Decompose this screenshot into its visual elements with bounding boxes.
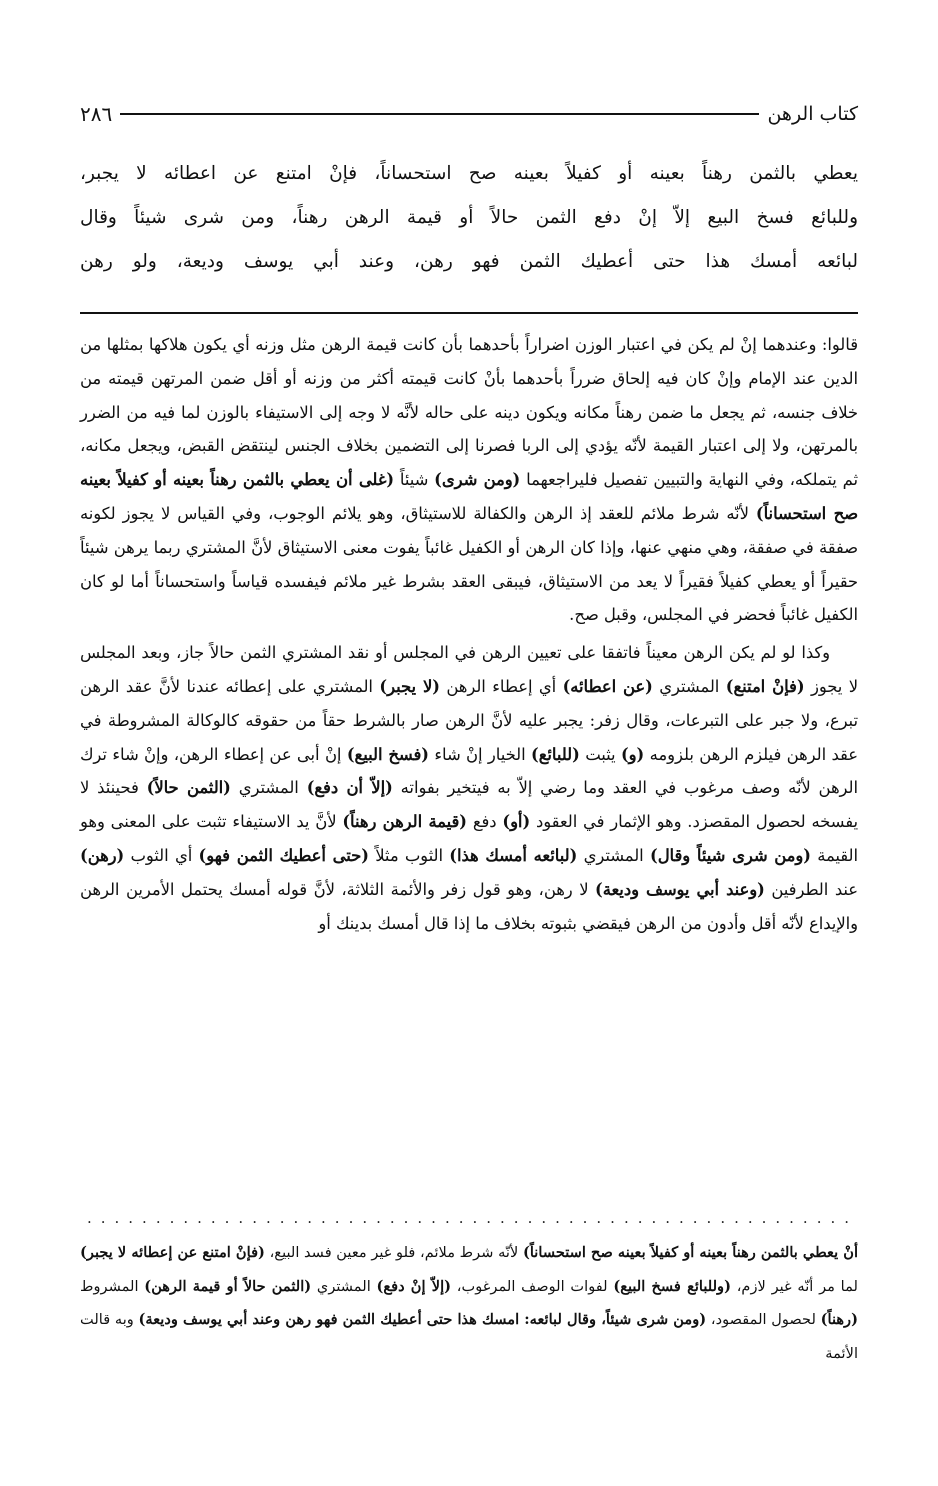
main-text-line: لبائعه أمسك هذا حتى أعطيك الثمن فهو رهن، وعند أبي يوسف وديعة، ولو رهن <box>80 251 858 272</box>
dotted-divider: ........................................................ <box>86 1209 858 1227</box>
text-run: أي إعطاء الرهن <box>439 676 563 696</box>
text-run: قالوا: وعندهما إنْ لم يكن في اعتبار الوزن اضراراً بأحدهما بأن كانت قيمة الرهن مثل وزنه أي يكون هلاكها بمثلها من الدين عند الإمام وإنْ كان فيه إلحاق ضرراً بأحدهما بأنْ كانت قيمته أكثر من وزنه أو أقل ضمن المرتهن قيمته من خلاف جنسه، ثم يجعل ما ضمن رهناً مكانه ويكون دينه على حاله لأنَّه لا وجه إلى الاستيفاء بالوزن لما فيه من الضرر بالمرتهن، ولا إلى اعتبار القيمة لأنّه يؤدي إلى الربا فصرنا إلى التضمين بخلاف الجنس لينتقض القبض، ويجعل مكانه، ثم يتملكه، وفي النهاية والتبيين تفصيل فليراجعهما <box>80 335 859 490</box>
main-text-separator <box>80 312 858 314</box>
secondary-commentary <box>80 1236 858 1370</box>
text-run: لحصول المقصود، <box>706 1311 821 1328</box>
text-run: الثوب مثلاً <box>368 845 450 865</box>
main-text-line: وللبائع فسخ البيع إلاّ إنْ دفع الثمن حالاً أو قيمة الرهن رهناً، ومن شرى شيئاً وقال <box>80 207 858 228</box>
bold-quote: (لا يجبر) <box>379 676 440 696</box>
bold-quote: (إلاّ إنْ دفع) <box>376 1277 452 1295</box>
bold-quote: (لبائعه أمسك هذا) <box>449 845 578 865</box>
bold-quote: أنْ يعطي بالثمن رهناً بعينه أو كفيلاً بعينه صح استحساناً) <box>522 1244 858 1261</box>
commentary <box>80 328 858 940</box>
text-run: أي الثوب <box>124 845 199 865</box>
bold-quote: (ومن شرى) <box>434 470 521 490</box>
text-run: لأنّه شرط ملائم، فلو غير معين فسد البيع، <box>264 1244 523 1261</box>
book-title: كتاب الرهن <box>767 103 858 125</box>
text-run: لفوات الوصف المرغوب، <box>451 1277 614 1295</box>
text-run: لأنّه شرط ملائم للعقد إذ الرهن والكفالة للاستيثاق، وهو يلائم الوجوب، وفي القياس لا يجوز لكونه صفقة في صفقة، وهي منهي عنها، وإذا كان الرهن أو الكفيل غائباً يفوت معنى الاستيثاق لأنَّ المشتري ربما يرهن شيئاً حقيراً أو يعطي كفيلاً فقيراً لا يعد من الاستيثاق، فيبقى العقد بشرط غير ملائم فيفسده قياساً واستحساناً أما لو كان الكفيل غائباً فحضر في المجلس، وقبل صح. <box>80 503 858 625</box>
text-run: المشتري <box>311 1277 377 1295</box>
bold-quote: (غلى أن يعطي بالثمن رهناً بعينه أو كفيلاً بعينه صح استحساناً) <box>80 470 858 523</box>
header-rule <box>120 113 759 115</box>
text-run: وكذا لو لم يكن الرهن معيناً فاتفقا على تعيين الرهن في المجلس أو نقد المشتري الثمن حالاً جاز، وبعد المجلس لا يجوز <box>80 643 858 696</box>
text-run: لأنَّ يد الاستيفاء تثبت على المعنى وهو القيمة <box>80 812 858 865</box>
bold-quote: (وعند أبي يوسف وديعة) <box>595 879 765 899</box>
text-run: لا رهن، وهو قول زفر والأئمة الثلاثة، لأنَّ قوله أمسك يحتمل الأمرين الرهن والإيداع لأنّه أقل وأدون من الرهن فيقضي بثبوته بخلاف ما إذا قال أمسك بدينك أو <box>80 879 858 933</box>
commentary-paragraph <box>80 328 858 632</box>
bold-quote: (قيمة الرهن رهناً) <box>342 812 467 832</box>
bold-quote: (عن اعطائه) <box>562 676 653 696</box>
bold-quote: (الثمن حالاً) <box>146 778 231 798</box>
bold-quote: (ومن شرى شيئاً، وقال لبائعه: امسك هذا حتى أعطيك الثمن فهو رهن وعند أبي يوسف وديعة) <box>138 1311 707 1328</box>
bold-quote: (أو) <box>502 812 531 832</box>
bold-quote: (الثمن حالاً أو قيمة الرهن) <box>144 1277 312 1295</box>
text-run: المشتري <box>652 676 726 696</box>
bold-quote: (فإنْ امتنع) <box>725 676 805 696</box>
text-run: المشروط <box>80 1277 145 1295</box>
text-run: دفع <box>467 812 503 832</box>
text-run: فحينئذ لا يفسخه لحصول المقصزد. وهو الإثمار في العقود <box>80 778 858 832</box>
text-run: المشتري على إعطائه عندنا لأنَّ عقد الرهن تبرع، ولا جبر على التبرعات، وقال زفر: يجبر عليه لأنَّ الرهن صار بالشرط حقاً من حقوقه كالوكالة المشروطة في عقد الرهن فيلزم الرهن بلزومه <box>80 676 858 764</box>
text-run: شيئاً <box>394 470 435 490</box>
main-text <box>80 152 858 284</box>
main-text-line: يعطي بالثمن رهناً بعينه أو كفيلاً بعينه صح استحساناً، فإنْ امتنع عن اعطائه لا يجبر، <box>80 163 858 184</box>
bold-quote: (رهناً) <box>820 1311 858 1328</box>
commentary-paragraph <box>80 636 858 940</box>
text-run: إنْ أبى عن إعطاء الرهن، وإنْ شاء ترك الرهن لأنّه وصف مرغوب في العقد وما رضي إلاّ به فيتخير بفواته <box>80 744 859 798</box>
text-run: لما مر أنّه غير لازم، <box>730 1277 859 1295</box>
bold-quote: (رهن) <box>80 845 125 865</box>
bold-quote: (فسخ البيع) <box>346 744 429 764</box>
text-run: يثبت <box>579 744 621 764</box>
bold-quote: (إلاّ أن دفع) <box>306 778 393 798</box>
bold-quote: (و) <box>620 744 645 764</box>
bold-quote: (للبائع) <box>531 744 580 764</box>
text-run: المشتري <box>230 778 307 798</box>
text-run: المشتري <box>577 845 650 865</box>
bold-quote: (ومن شرى شيئاً وقال) <box>649 845 811 865</box>
page-number: ٢٨٦ <box>80 102 113 126</box>
bold-quote: (حتى أعطيك الثمن فهو) <box>198 845 369 865</box>
text-run: وبه قالت الأئمة <box>80 1311 858 1362</box>
bold-quote: (فإنْ امتنع عن إعطائه لا يجبر) <box>80 1244 265 1261</box>
page-header <box>80 96 858 132</box>
secondary-commentary-paragraph <box>80 1236 858 1370</box>
text-run: عند الطرفين <box>764 879 858 899</box>
text-run: الخيار إنْ شاء <box>428 744 531 764</box>
bold-quote: (وللبائع فسخ البيع) <box>613 1277 731 1295</box>
